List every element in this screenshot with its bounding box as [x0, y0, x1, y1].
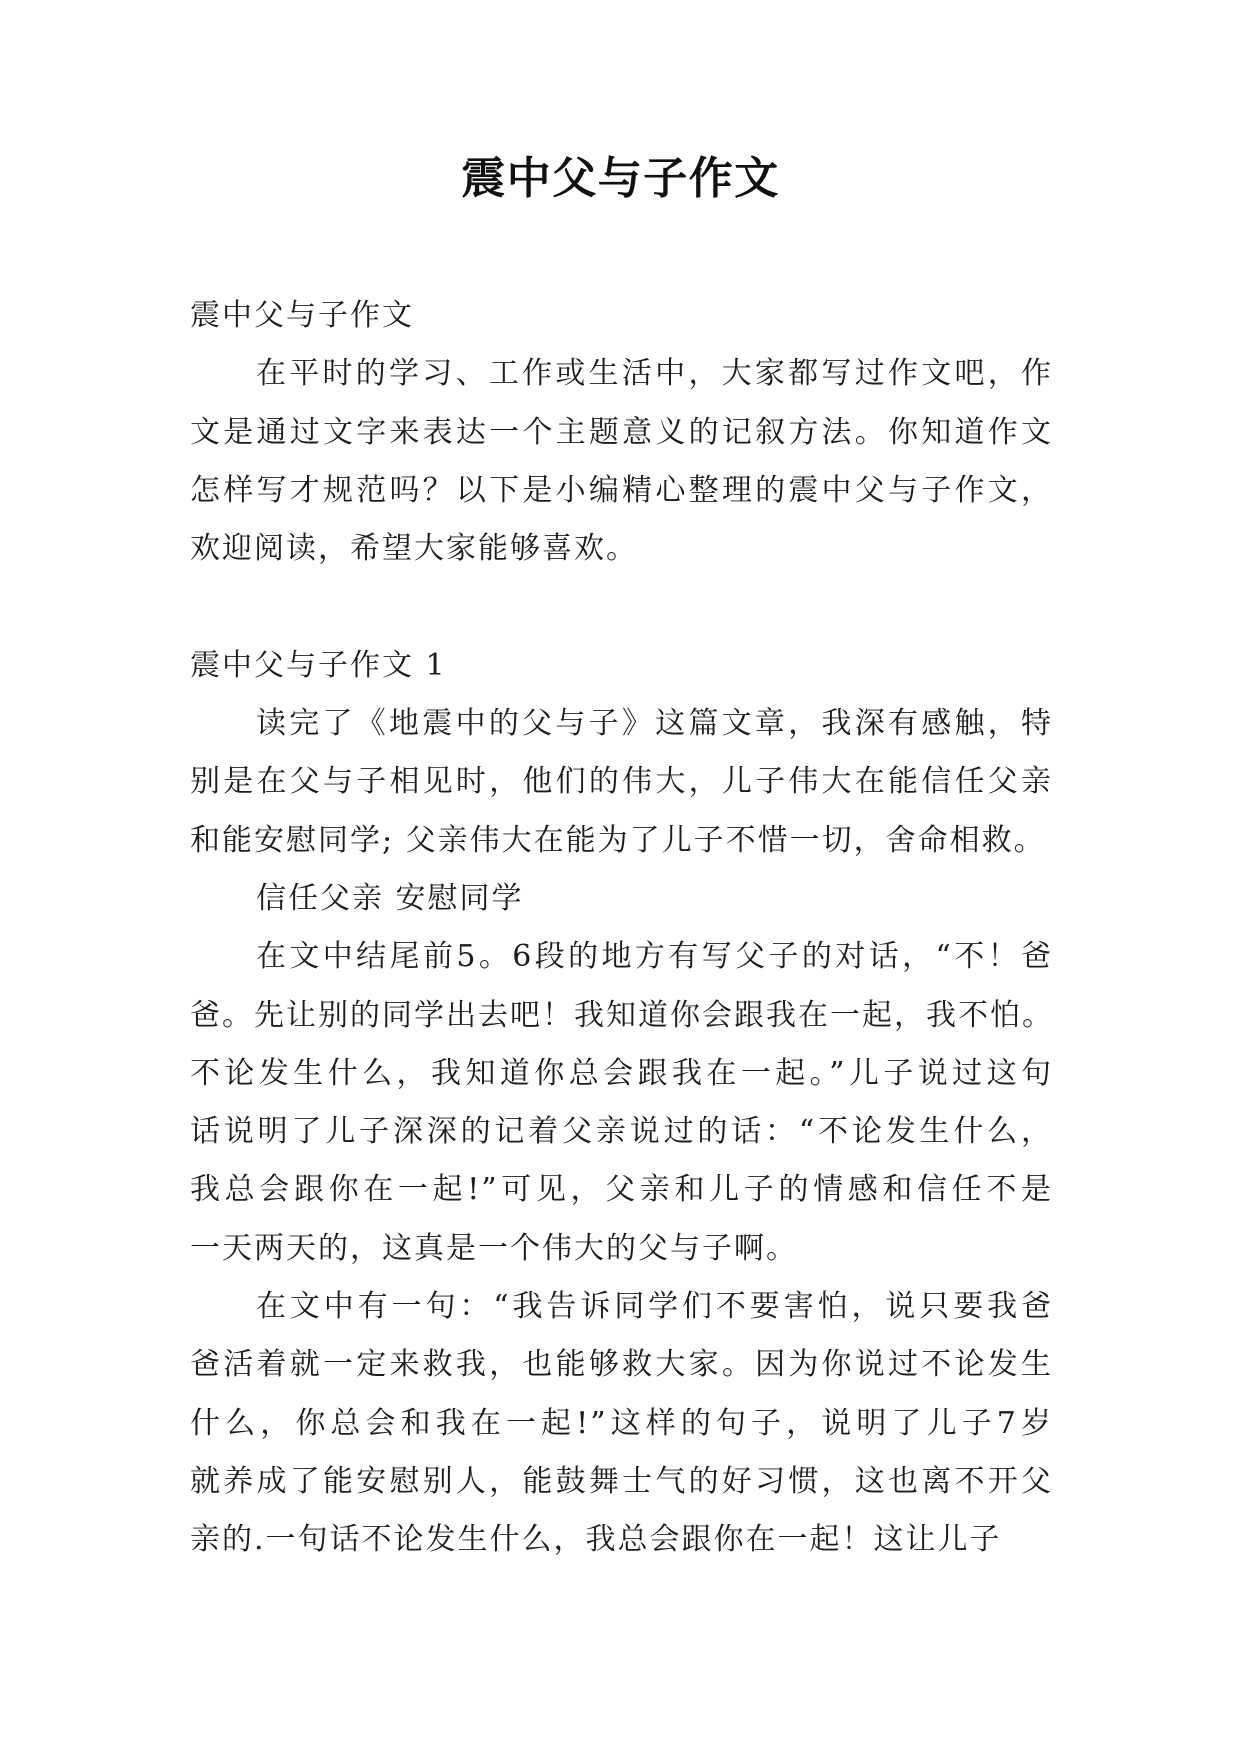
document-title: 震中父与子作文 — [461, 153, 780, 204]
paragraph — [190, 695, 1053, 870]
text-line: 就养成了能安慰别人，能鼓舞士气的好习惯，这也离不开父 — [190, 1463, 1053, 1499]
text-line: 和能安慰同学; 父亲伟大在能为了儿子不惜一切，舍命相救。 — [190, 822, 1046, 858]
intro-heading: 震中父与子作文 — [190, 298, 414, 333]
text-line: 我总会跟你在一起!”可见，父亲和儿子的情感和信任不是 — [190, 1172, 1053, 1208]
paragraph — [190, 345, 1053, 578]
text-line: 读完了《地震中的父与子》这篇文章，我深有感触，特 — [256, 706, 1053, 742]
text-line: 亲的.一句话不论发生什么，我总会跟你在一起！这让儿子 — [190, 1522, 1002, 1558]
section-1-heading: 震中父与子作文 1 — [190, 647, 447, 683]
text-line: 爸活着就一定来救我，也能够救大家。因为你说过不论发生 — [190, 1347, 1053, 1383]
text-line: 欢迎阅读，希望大家能够喜欢。 — [190, 531, 638, 567]
text-line: 在平时的学习、工作或生活中，大家都写过作文吧，作 — [256, 356, 1053, 392]
section-1-paragraphs — [190, 695, 1053, 1569]
document-body — [190, 287, 1053, 1570]
text-line: 怎样写才规范吗？以下是小编精心整理的震中父与子作文， — [190, 472, 1053, 508]
section-spacer — [190, 578, 1053, 636]
text-line: 爸。先让别的同学出去吧！我知道你会跟我在一起，我不怕。 — [190, 997, 1054, 1033]
paragraph — [190, 1278, 1053, 1569]
text-line: 一天两天的，这真是一个伟大的父与子啊。 — [190, 1230, 798, 1266]
text-line: 在文中有一句：“我告诉同学们不要害怕，说只要我爸 — [256, 1289, 1053, 1325]
paragraph — [190, 870, 1053, 928]
text-line: 文是通过文字来表达一个主题意义的记叙方法。你知道作文 — [190, 414, 1053, 450]
paragraph — [190, 928, 1053, 1278]
text-line: 信任父亲 安慰同学 — [256, 880, 524, 916]
text-line: 别是在父与子相见时，他们的伟大，儿子伟大在能信任父亲 — [190, 764, 1053, 800]
text-line: 什么，你总会和我在一起!”这样的句子，说明了儿子7岁 — [190, 1405, 1053, 1441]
text-line: 话说明了儿子深深的记着父亲说过的话：“不论发生什么， — [190, 1114, 1053, 1150]
text-line: 在文中结尾前5。6段的地方有写父子的对话，“不！爸 — [256, 939, 1053, 975]
intro-paragraphs — [190, 345, 1053, 578]
text-line: 不论发生什么，我知道你总会跟我在一起。”儿子说过这句 — [190, 1055, 1053, 1091]
